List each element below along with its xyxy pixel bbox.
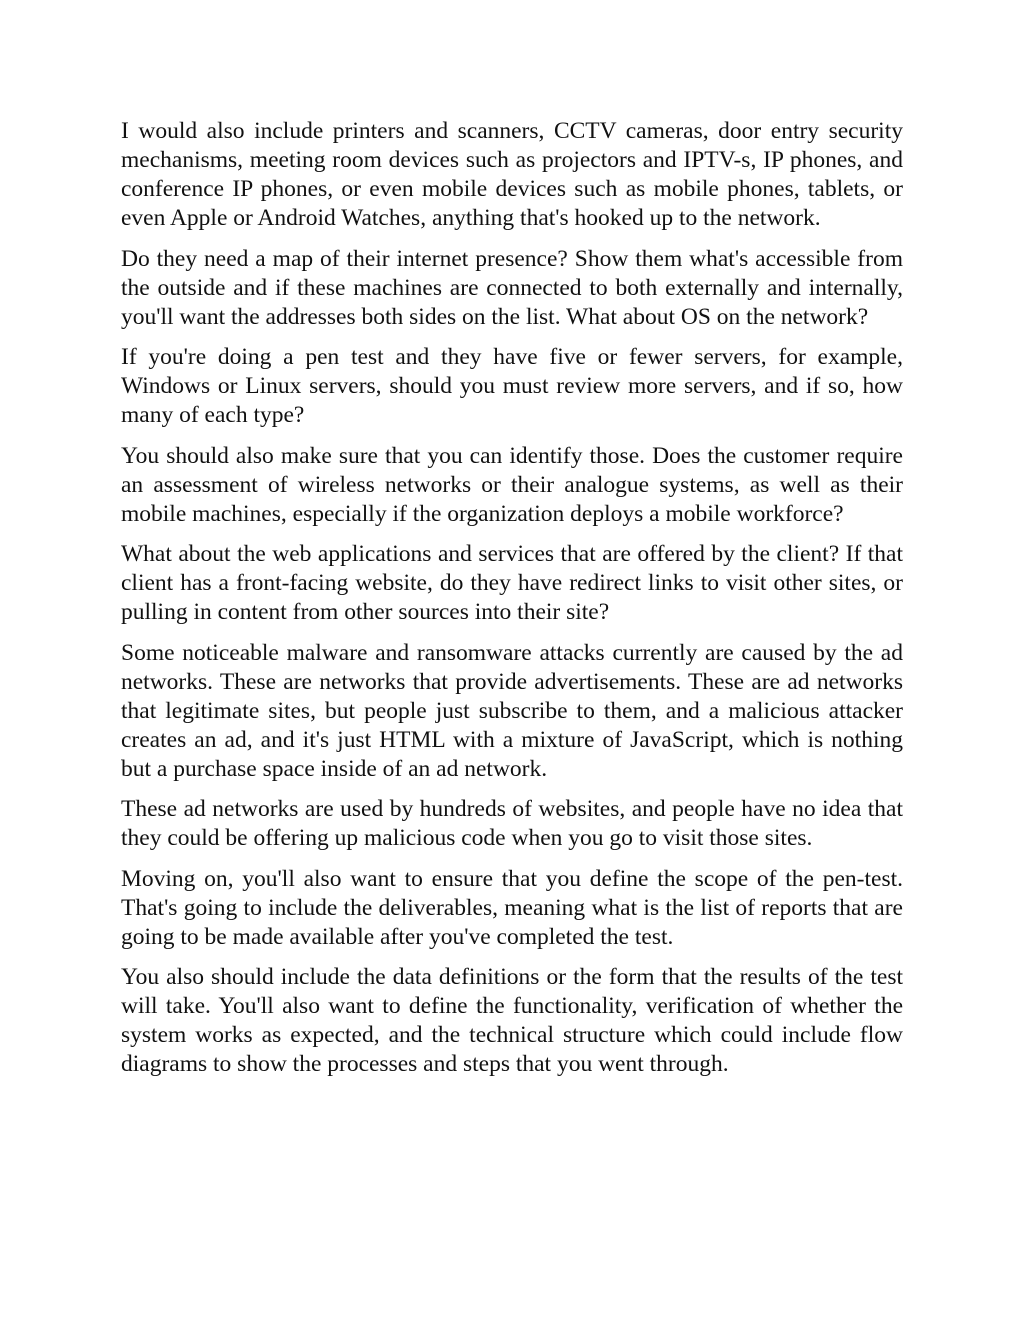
paragraph-web-applications: What about the web applications and services that are offered by the client? If that client has a front-facing website, do they have redirect links to visit other sites, or pulling in content from other sources into their site?: [121, 541, 903, 625]
paragraph-scope: Moving on, you'll also want to ensure that you define the scope of the pen-test. That's going to include the deliverables, meaning what is the list of reports that are going to be made available after you've completed the test.: [121, 865, 903, 950]
paragraph-malicious-code: These ad networks are used by hundreds of websites, and people have no idea that they could be offering up malicious code when you go to visit those sites.: [121, 796, 903, 851]
paragraph-devices: I would also include printers and scanners, CCTV cameras, door entry security mechanisms, meeting room devices such as projectors and IPTV-s, IP phones, and conference IP phones, or even mobile devices such as mobile phones, tablets, or even Apple or Android Watches, anything that's hooked up to the network.: [121, 118, 903, 231]
paragraph-ad-networks: Some noticeable malware and ransomware attacks currently are caused by the ad networks. These are networks that provide advertisements. These are ad networks that legitimate sites, but people just subscribe to them, and a malicious attacker creates an ad, and it's just HTML with a mixture of JavaScript, which is nothing but a purchase space inside of an ad network.: [121, 639, 903, 782]
document-page: [121, 117, 903, 1091]
paragraph-wireless: You should also make sure that you can identify those. Does the customer require an assessment of wireless networks or their analogue systems, as well as their mobile machines, especially if the organization deploys a mobile workforce?: [121, 442, 903, 527]
paragraph-internet-presence: Do they need a map of their internet presence? Show them what's accessible from the outside and if these machines are connected to both externally and internally, you'll want the addresses both sides on the list. What about OS on the network?: [121, 245, 903, 330]
paragraph-data-definitions: You also should include the data definitions or the form that the results of the test will take. You'll also want to define the functionality, verification of whether the system works as expected, and the technical structure which could include flow diagrams to show the processes and steps that you went through.: [121, 964, 903, 1077]
paragraph-servers: If you're doing a pen test and they have five or fewer servers, for example, Windows or Linux servers, should you must review more servers, and if so, how many of each type?: [121, 344, 903, 428]
